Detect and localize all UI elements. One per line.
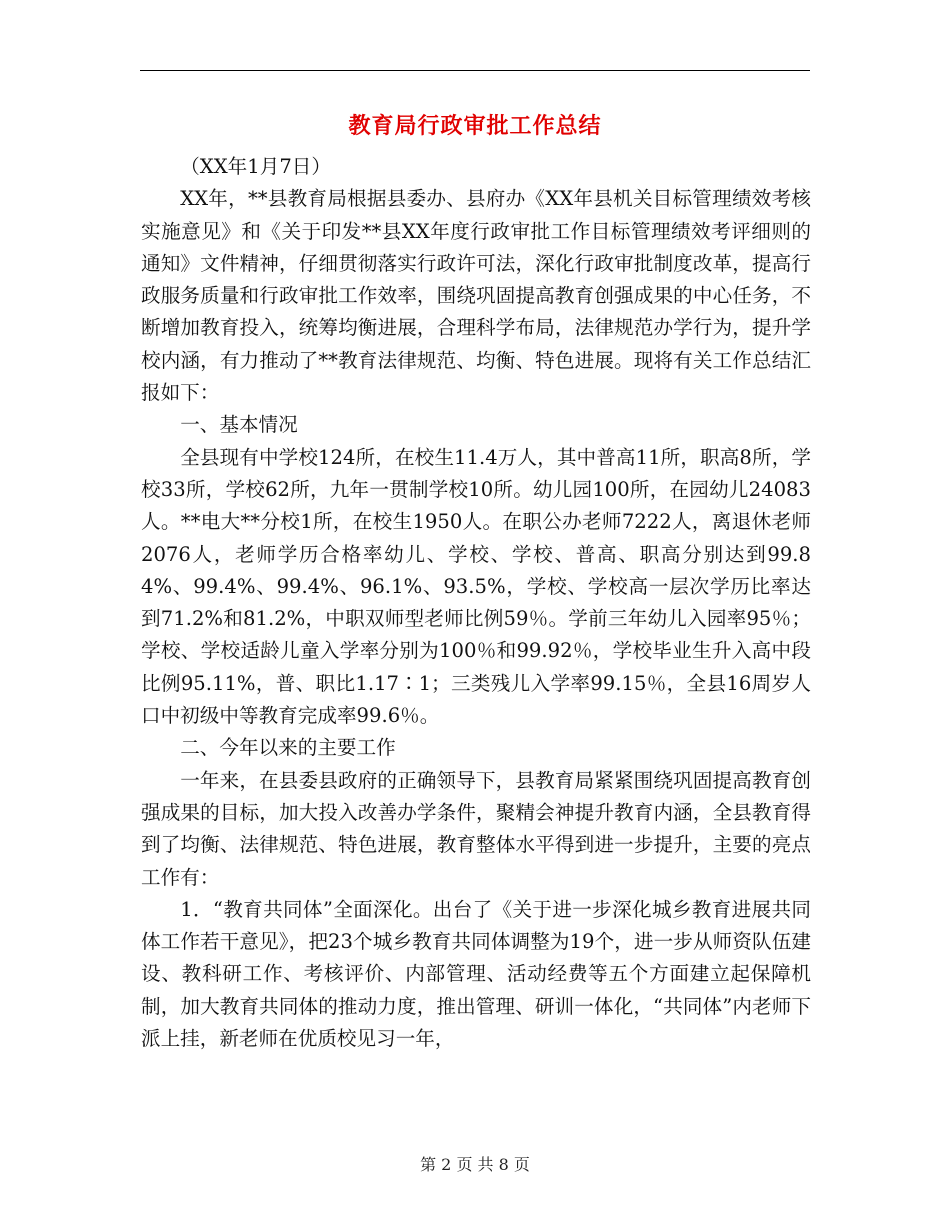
intro-paragraph: XX年，**县教育局根据县委办、县府办《XX年县机关目标管理绩效考核实施意见》和《关于印发**县XX年度行政审批工作目标管理绩效考评细则的通知》文件精神，仔细贯彻落实行政许可法，深化行政审批制度改革，提高行政服务质量和行政审批工作效率，围绕巩固提高教育创强成果的中心任务，不断增加教育投入，统筹均衡进展，合理科学布局，法律规范办学行为，提升学校内涵，有力推动了**教育法律规范、均衡、特色进展。现将有关工作总结汇报如下： [141,187,811,405]
basic-situation-paragraph: 全县现有中学校124所，在校生11.4万人，其中普高11所，职高8所，学校33所，学校62所，九年一贯制学校10所。幼儿园100所，在园幼儿24083人。**电大**分校1所，在校生1950人。在职公办老师7222人，离退休老师2076人，老师学历合格率幼儿、学校、学校、普高、职高分别达到99.84%、99.4%、99.4%、96.1%、93.5%，学校、学校高一层次学历比率达到71.2%和81.2%，中职双师型老师比例59％。学前三年幼儿入园率95％；学校、学校适龄儿童入学率分别为100％和99.92％，学校毕业生升入高中段比例95.11%，普、职比1.17∶1；三类残儿入学率99.15％，全县16周岁人口中初级中等教育完成率99.6％。 [141,445,811,728]
date-line: （XX年1月7日） [180,155,331,178]
header-rule [140,70,810,71]
document-title: 教育局行政审批工作总结 [348,113,602,139]
page-number: 第 2 页 共 8 页 [420,1155,530,1174]
section-heading-basic: 一、基本情况 [180,413,298,437]
document-body [141,151,811,1055]
item-1-paragraph: 1．“教育共同体”全面深化。出台了《关于进一步深化城乡教育进展共同体工作若干意见》，把23个城乡教育共同体调整为19个，进一步从师资队伍建设、教科研工作、考核评价、内部管理、活动经费等五个方面建立起保障机制，加大教育共同体的推动力度，推出管理、研训一体化，“共同体”内老师下派上挂，新老师在优质校见习一年， [141,897,811,1051]
main-work-paragraph: 一年来，在县委县政府的正确领导下，县教育局紧紧围绕巩固提高教育创强成果的目标，加大投入改善办学条件，聚精会神提升教育内涵，全县教育得到了均衡、法律规范、特色进展，教育整体水平得到进一步提升，主要的亮点工作有： [141,768,811,889]
section-heading-main-work: 二、今年以来的主要工作 [180,736,396,760]
